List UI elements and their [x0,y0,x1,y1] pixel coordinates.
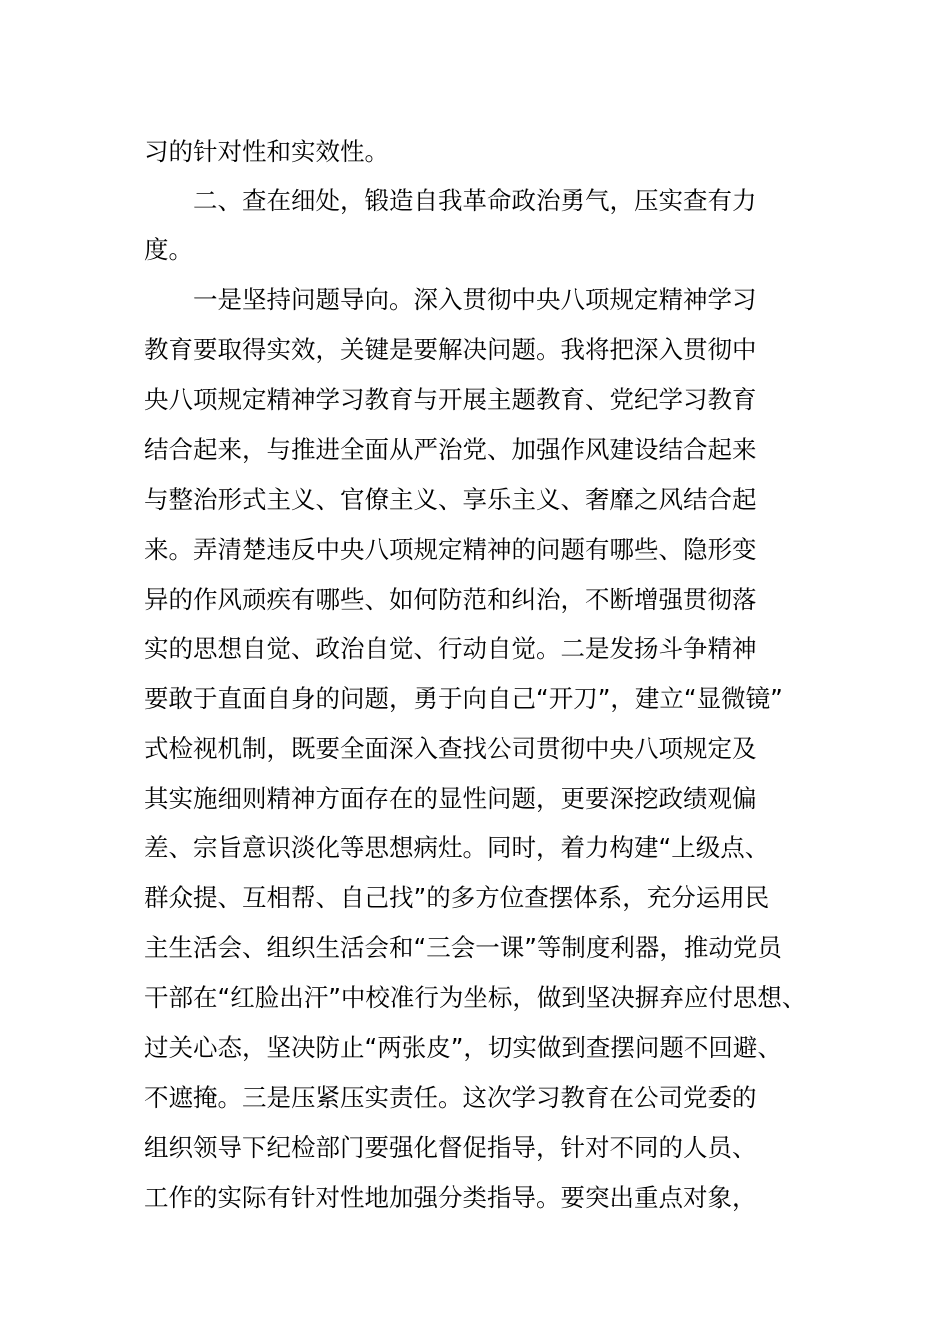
text-line: 央八项规定精神学习教育与开展主题教育、党纪学习教育 [144,385,757,414]
text-line: 过关心态，坚决防止“两张皮”，切实做到查摆问题不回避、 [144,1033,782,1062]
text-line: 异的作风顽疾有哪些、如何防范和纠治，不断增强贯彻落 [144,585,757,614]
text-line: 一是坚持问题导向。深入贯彻中央八项规定精神学习 [144,285,757,314]
text-line: 干部在“红脸出汗”中校准行为坐标，做到坚决摒弃应付思想、 [144,983,807,1012]
text-line: 实的思想自觉、政治自觉、行动自觉。二是发扬斗争精神 [144,634,757,663]
text-line: 与整治形式主义、官僚主义、享乐主义、奢靡之风结合起 [144,485,757,514]
text-line: 度。 [144,235,193,264]
text-line: 主生活会、组织生活会和“三会一课”等制度利器，推动党员 [144,933,782,962]
text-line: 结合起来，与推进全面从严治党、加强作风建设结合起来 [144,435,757,464]
text-line: 工作的实际有针对性地加强分类指导。要突出重点对象， [144,1183,757,1212]
text-line: 差、宗旨意识淡化等思想病灶。同时，着力构建“上级点、 [144,833,770,862]
section-heading: 二、查在细处，锻造自我革命政治勇气，压实查有力 [144,186,757,215]
text-line: 习的针对性和实效性。 [144,137,389,166]
text-line: 其实施细则精神方面存在的显性问题，更要深挖政绩观偏 [144,784,757,813]
text-line: 要敢于直面自身的问题，勇于向自己“开刀”，建立“显微镜” [144,684,783,713]
text-line: 不遮掩。三是压紧压实责任。这次学习教育在公司党委的 [144,1083,757,1112]
text-line: 式检视机制，既要全面深入查找公司贯彻中央八项规定及 [144,734,757,763]
text-line: 群众提、互相帮、自己找”的多方位查摆体系，充分运用民 [144,883,770,912]
text-line: 来。弄清楚违反中央八项规定精神的问题有哪些、隐形变 [144,535,757,564]
text-line: 教育要取得实效，关键是要解决问题。我将把深入贯彻中 [144,335,757,364]
text-line: 组织领导下纪检部门要强化督促指导，针对不同的人员、 [144,1133,757,1162]
